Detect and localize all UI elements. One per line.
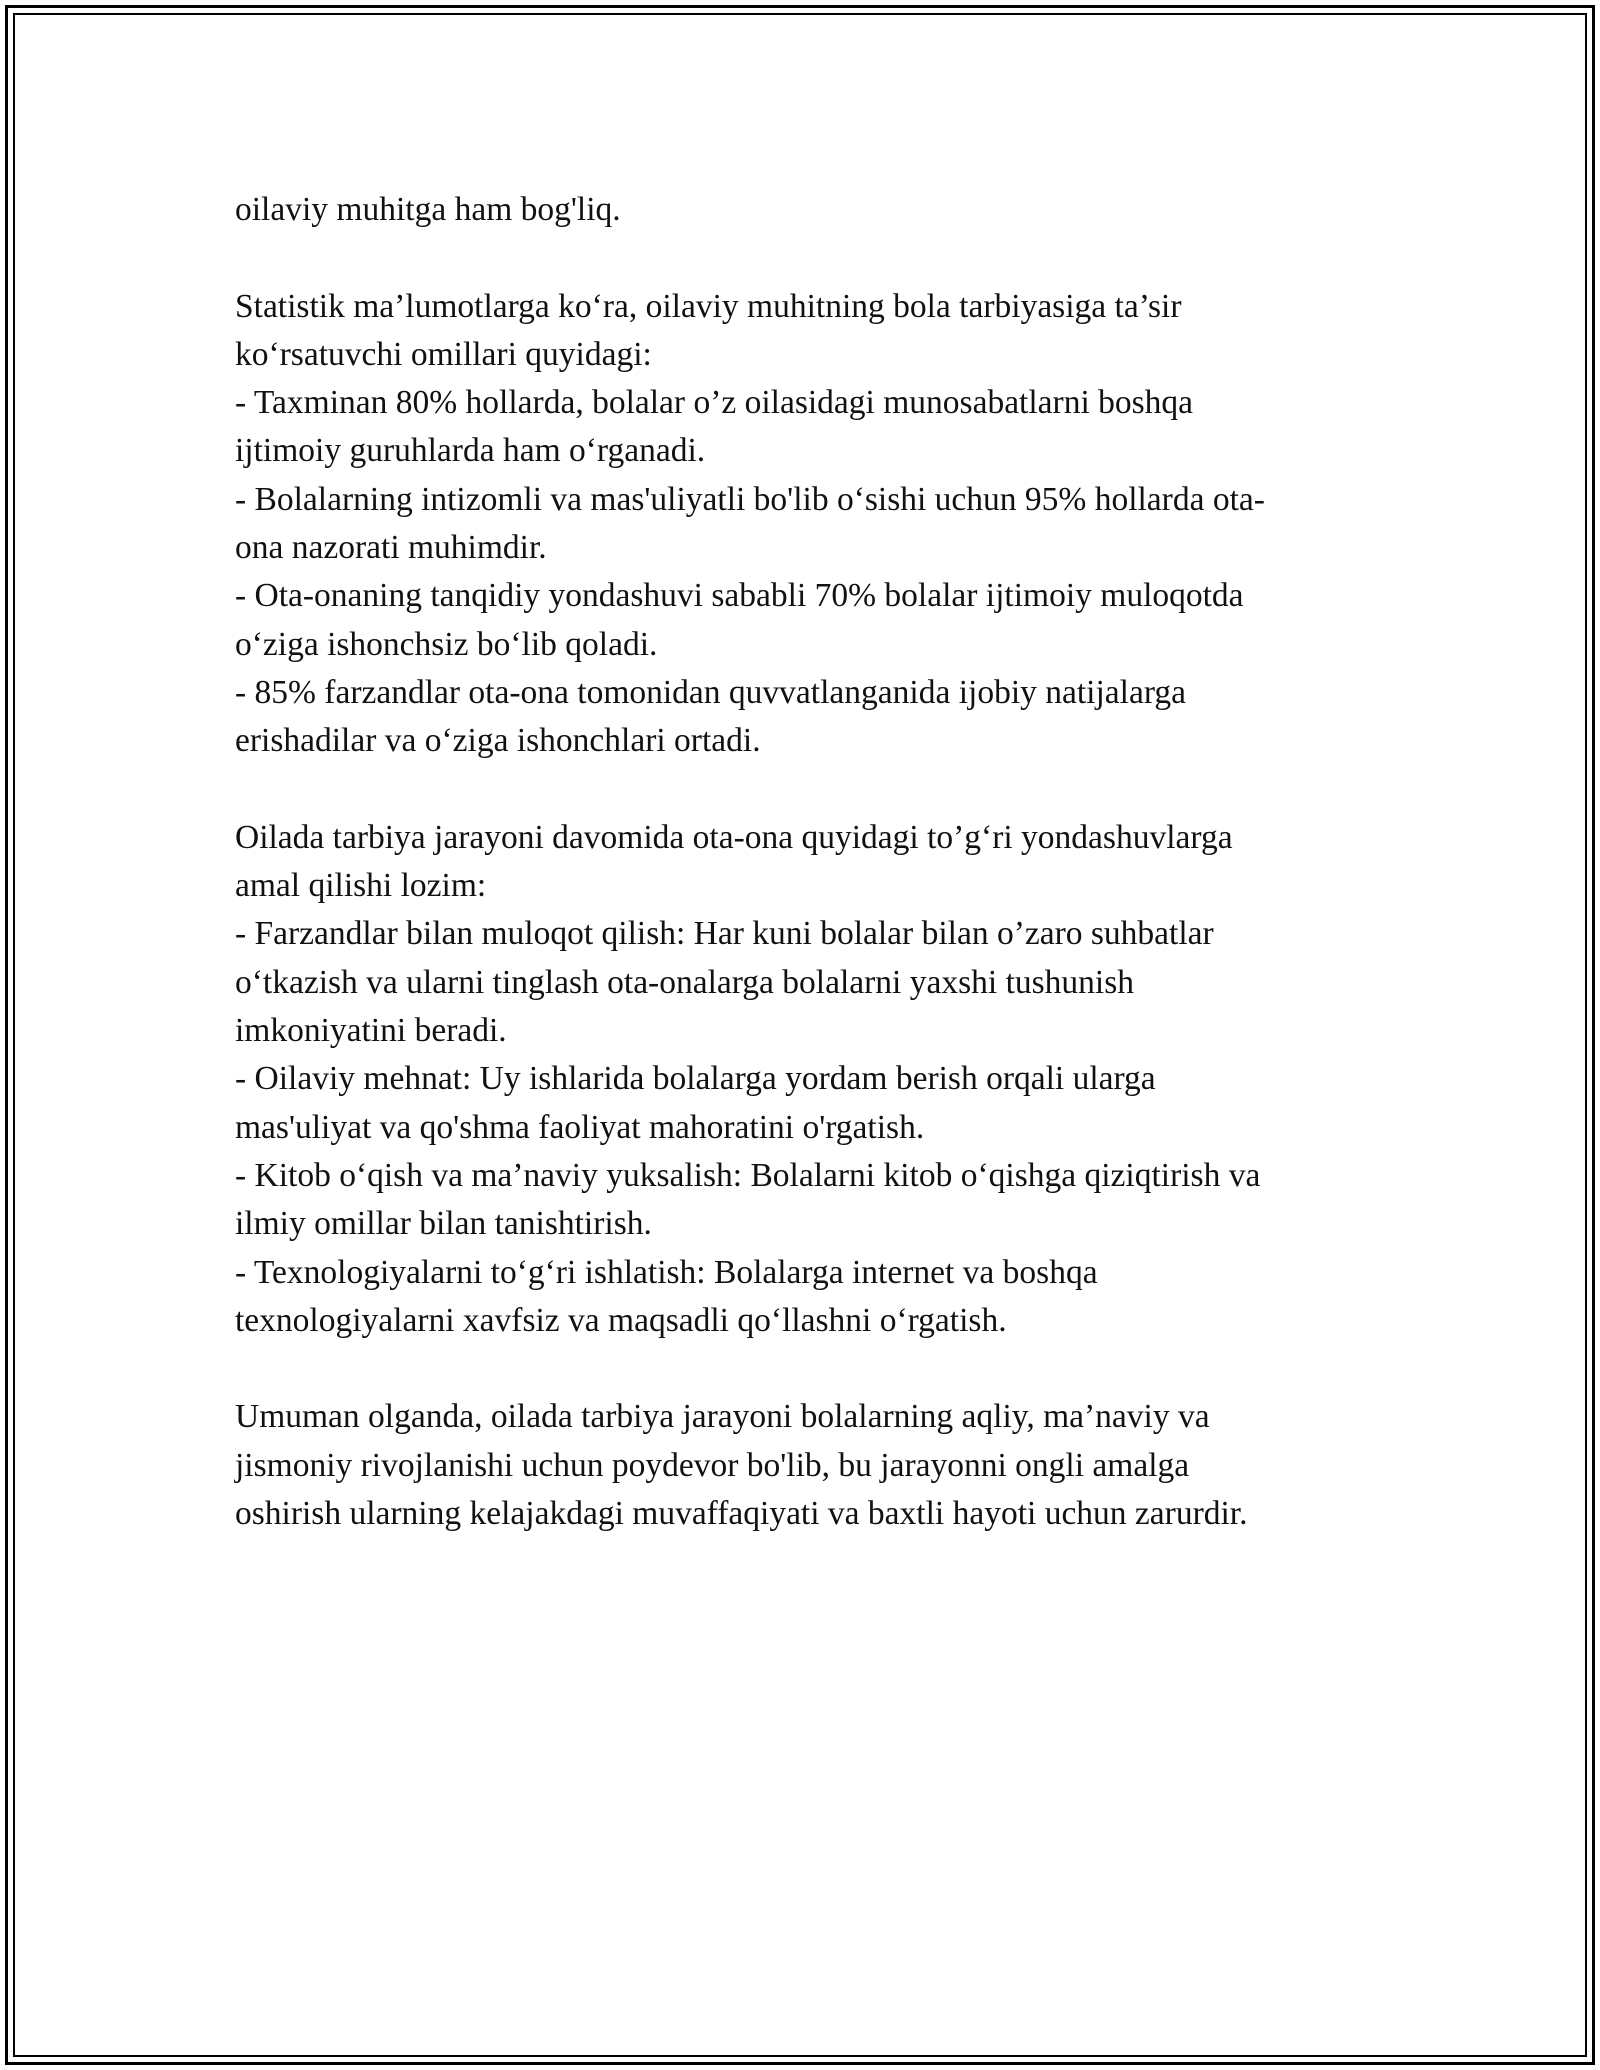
text-line: Statistik ma’lumotlarga ko‘ra, oilaviy muhitning bola tarbiyasiga ta’sir — [235, 287, 1182, 325]
text-line: - Texnologiyalarni to‘g‘ri ishlatish: Bolalarga internet va boshqa — [235, 1253, 1098, 1291]
blank-line — [235, 234, 1375, 282]
text-line: - Ota-onaning tanqidiy yondashuvi sababli 70% bolalar ijtimoiy muloqotda — [235, 577, 1244, 615]
blank-line — [235, 766, 1375, 814]
text-line: - Farzandlar bilan muloqot qilish: Har kuni bolalar bilan o’zaro suhbatlar — [235, 915, 1214, 953]
text-line: - 85% farzandlar ota-ona tomonidan quvvatlanganida ijobiy natijalarga — [235, 673, 1187, 711]
text-line: mas'uliyat va qo'shma faoliyat mahoratini o'rgatish. — [235, 1108, 925, 1146]
text-line: Oilada tarbiya jarayoni davomida ota-ona quyidagi to’g‘ri yondashuvlarga — [235, 818, 1233, 856]
text-line: ijtimoiy guruhlarda ham o‘rganadi. — [235, 432, 706, 470]
text-line: imkoniyatini beradi. — [235, 1012, 507, 1050]
text-line: amal qilishi lozim: — [235, 867, 487, 905]
text-line: - Bolalarning intizomli va mas'uliyatli bo'lib o‘sishi uchun 95% hollarda ota- — [235, 480, 1265, 518]
text-line: oshirish ularning kelajakdagi muvaffaqiyati va baxtli hayoti uchun zarurdir. — [235, 1495, 1248, 1533]
text-line: texnologiyalarni xavfsiz va maqsadli qo‘llashni o‘rgatish. — [235, 1301, 1007, 1339]
text-line: oilaviy muhitga ham bog'liq. — [235, 191, 621, 228]
text-line: ona nazorati muhimdir. — [235, 529, 547, 567]
text-line: o‘tkazish va ularni tinglash ota-onalarga bolalarni yaxshi tushunish — [235, 963, 1135, 1001]
text-line: Umuman olganda, oilada tarbiya jarayoni bolalarning aqliy, ma’naviy va — [235, 1398, 1210, 1436]
document-body — [235, 186, 1375, 1538]
text-line: ko‘rsatuvchi omillari quyidagi: — [235, 335, 652, 373]
text-line: - Kitob o‘qish va ma’naviy yuksalish: Bolalarni kitob o‘qishga qiziqtirish va — [235, 1156, 1261, 1194]
text-line: o‘ziga ishonchsiz bo‘lib qoladi. — [235, 625, 658, 663]
text-line: ilmiy omillar bilan tanishtirish. — [235, 1205, 652, 1243]
text-line: erishadilar va o‘ziga ishonchlari ortadi. — [235, 722, 761, 760]
text-line: - Oilaviy mehnat: Uy ishlarida bolalarga yordam berish orqali ularga — [235, 1060, 1156, 1098]
text-line: jismoniy rivojlanishi uchun poydevor bo'lib, bu jarayonni ongli amalga — [235, 1446, 1190, 1484]
blank-line — [235, 1345, 1375, 1393]
text-line: - Taxminan 80% hollarda, bolalar o’z oilasidagi munosabatlarni boshqa — [235, 384, 1194, 422]
